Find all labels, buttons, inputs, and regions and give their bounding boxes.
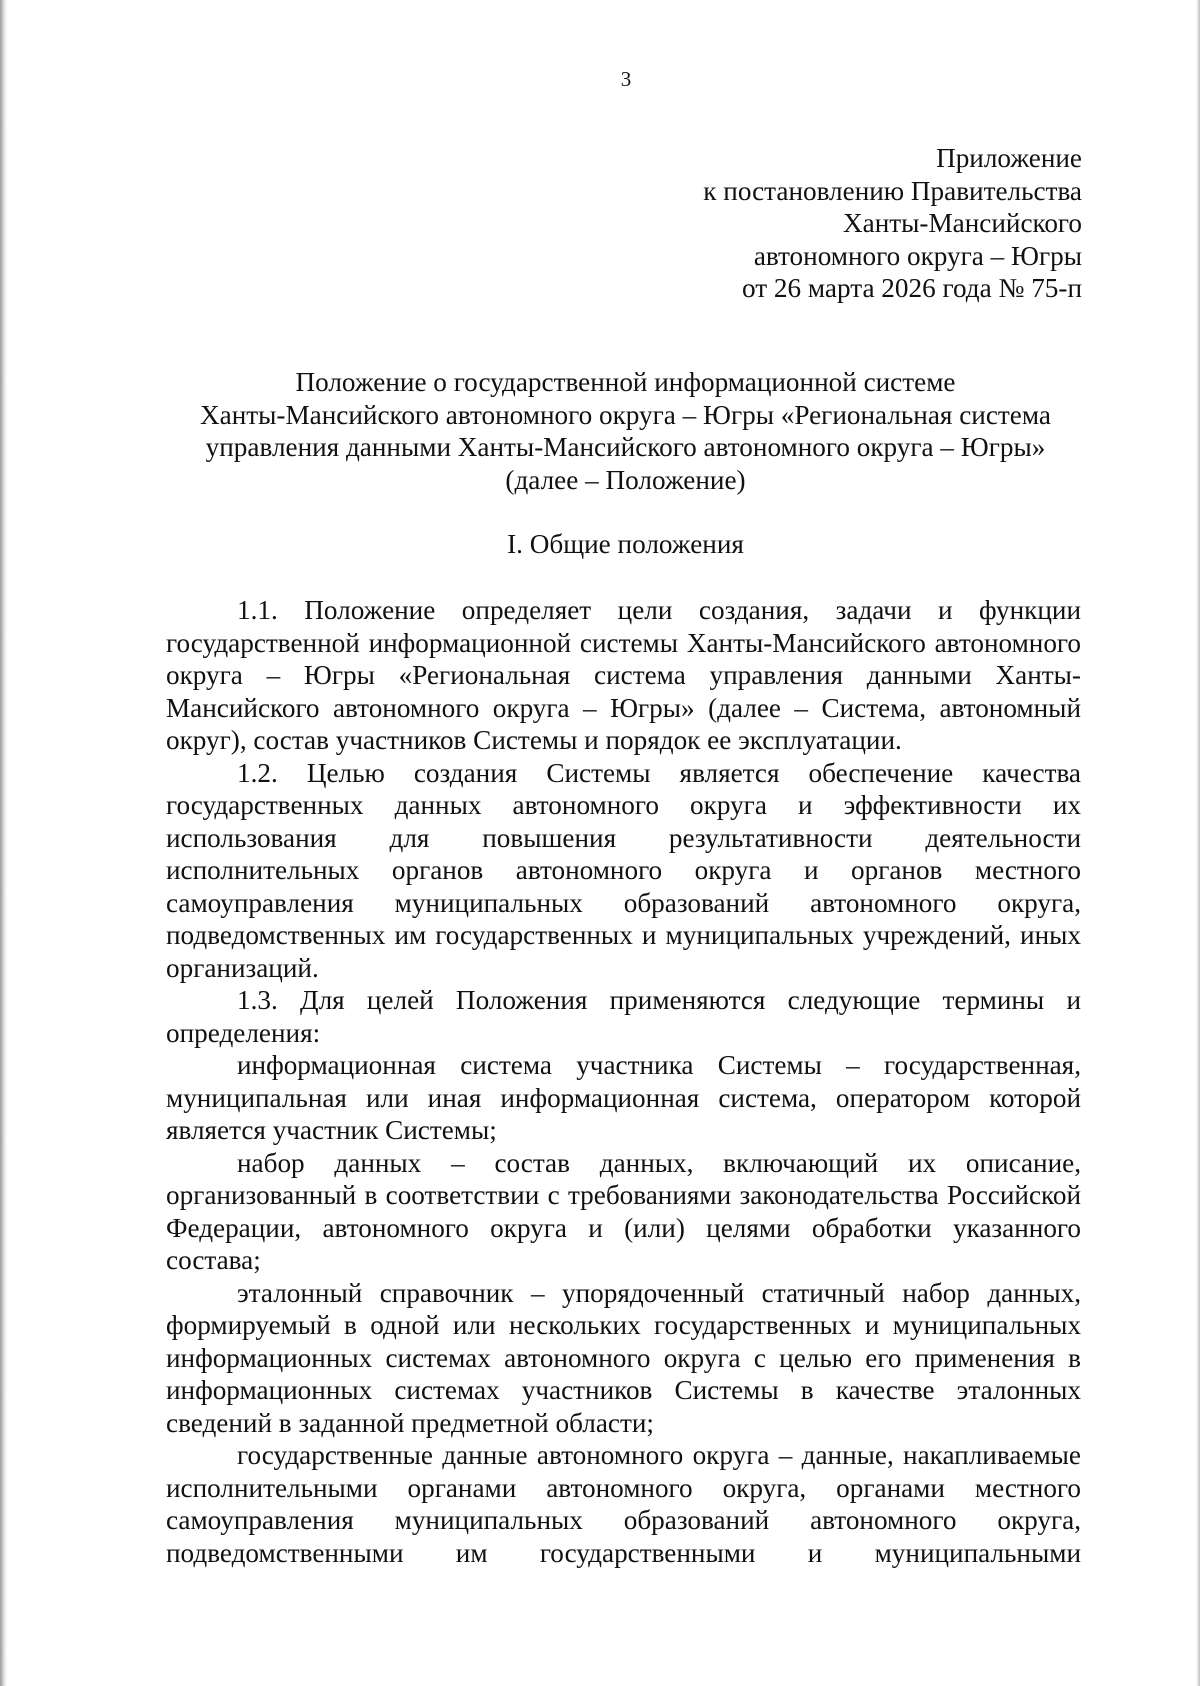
- definition-dataset: набор данных – состав данных, включающий их описание, организованный в соответствии с требованиями законодательства Российской Федерации, автономного округа и (или) целями обработки указанного состава;: [166, 1147, 1081, 1275]
- scan-edge-left: [0, 0, 7, 1686]
- appendix-line: к постановлению Правительства: [703, 175, 1082, 206]
- title-line: управления данными Ханты-Мансийского автономного округа – Югры»: [205, 432, 1046, 462]
- paragraph-1-2: 1.2. Целью создания Системы является обеспечение качества государственных данных автономного округа и эффективности их использования для повышения результативности деятельности исполнительных органов автономного округа и органов местного самоуправления муниципальных образований автономного округа, подведомственных им государственных и муниципальных учреждений, иных организаций.: [166, 757, 1081, 983]
- document-title: [150, 366, 1101, 496]
- appendix-line: автономного округа – Югры: [753, 240, 1082, 271]
- appendix-line: Ханты-Мансийского: [843, 208, 1082, 239]
- appendix-line: Приложение: [936, 143, 1082, 173]
- section-heading: I. Общие положения: [507, 529, 744, 559]
- appendix-line: от 26 марта 2026 года № 75-п: [742, 273, 1082, 304]
- title-line: (далее – Положение): [505, 464, 746, 495]
- paragraph-1-1: 1.1. Положение определяет цели создания, задачи и функции государственной информационной системы Ханты-Мансийского автономного округа – Югры «Региональная система управления данными Ханты-Мансийского автономного округа – Югры» (далее – Система, автономный округ), состав участников Системы и порядок ее эксплуатации.: [166, 595, 1081, 755]
- title-line: Положение о государственной информационной системе: [295, 367, 956, 397]
- page-number: 3: [620, 67, 632, 91]
- definition-state-data: государственные данные автономного округа – данные, накапливаемые исполнительными органами автономного округа, органами местного самоуправления муниципальных образований автономного округа, подведомственными им государственными и муниципальными: [166, 1440, 1081, 1568]
- appendix-block: [703, 142, 1082, 305]
- paragraph-1-3: 1.3. Для целей Положения применяются следующие термины и определения:: [166, 985, 1081, 1048]
- definition-reference-directory: эталонный справочник – упорядоченный статичный набор данных, формируемый в одной или нескольких государственных и муниципальных информационных системах автономного округа с целью его применения в информационных системах участников Системы в качестве эталонных сведений в заданной предметной области;: [166, 1277, 1081, 1438]
- title-line: Ханты-Мансийского автономного округа – Югры «Региональная система: [200, 399, 1051, 430]
- scan-edge-right: [1196, 0, 1200, 1686]
- definition-information-system: информационная система участника Системы – государственная, муниципальная или иная информационная система, оператором которой является участник Системы;: [166, 1050, 1081, 1145]
- body-text: [166, 594, 1081, 1569]
